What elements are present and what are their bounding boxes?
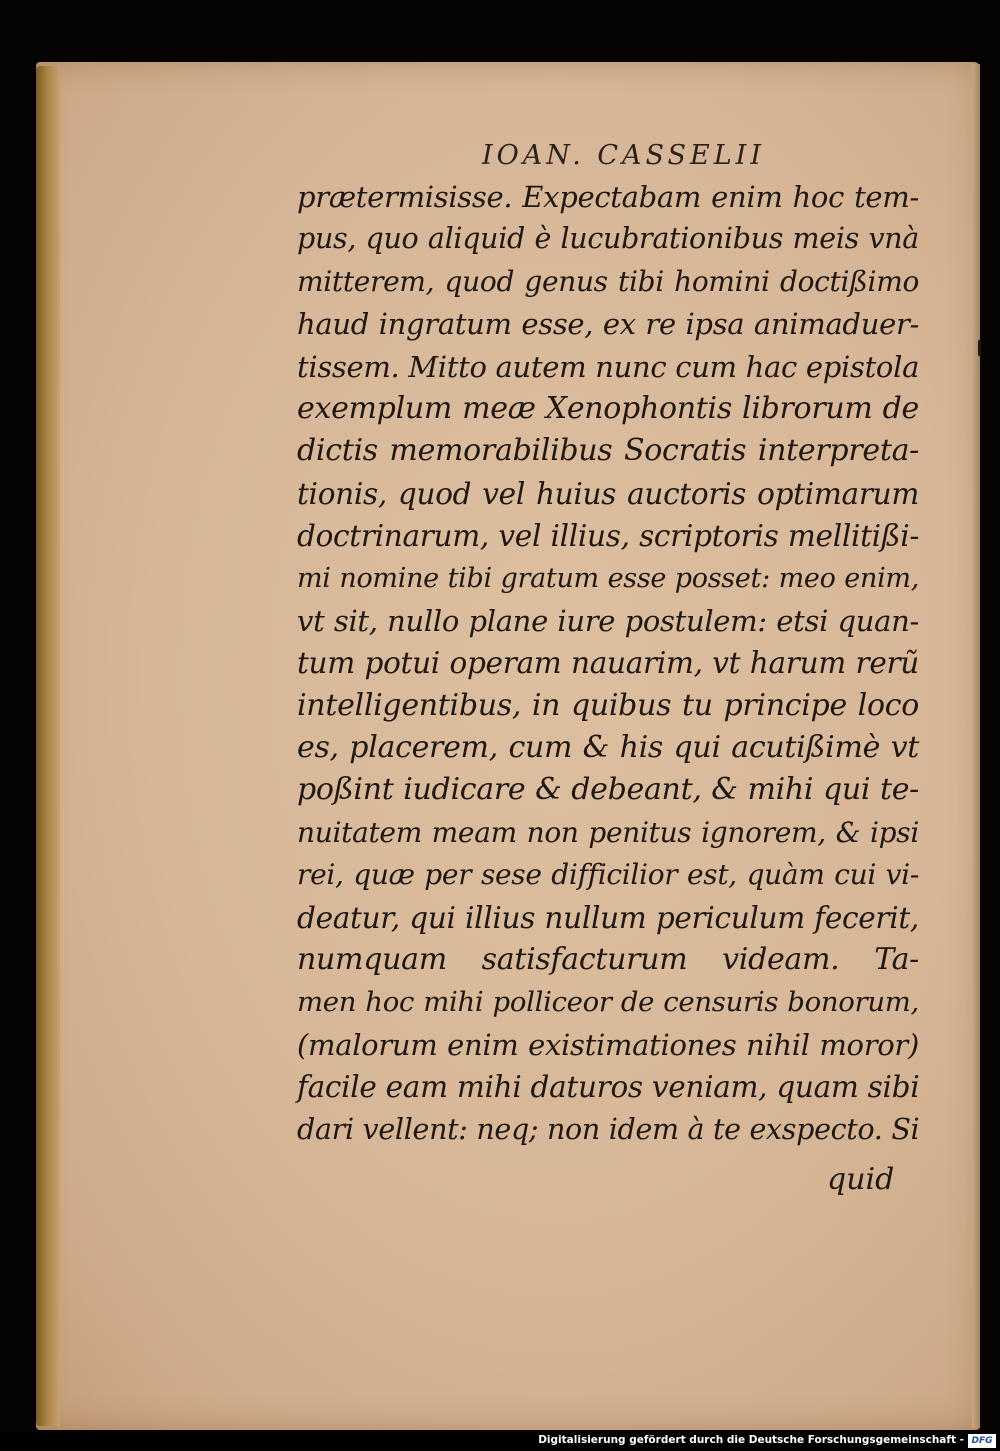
page-text [297, 176, 919, 1151]
text-line: prætermisisse. Expectabam enim hoc tem- [297, 180, 919, 214]
text-line: intelligentibus, in quibus tu principe loco [297, 687, 919, 723]
text-line: mitterem, quod genus tibi homini doctißimo [297, 264, 919, 298]
page-right-edge [972, 64, 980, 1428]
text-line: (malorum enim existimationes nihil moror) [297, 1027, 919, 1062]
text-line: men hoc mihi polliceor de censuris bonorum, [297, 986, 919, 1019]
text-line: mi nomine tibi gratum esse posset: meo enim, [297, 562, 919, 594]
text-line: numquam satisfacturum videam. Ta- [297, 942, 919, 978]
text-line: tionis, quod vel huius auctoris optimarum [297, 476, 919, 511]
funding-credit: Digitalisierung gefördert durch die Deutsche Forschungsgemeinschaft - [538, 1434, 964, 1446]
text-line: dari vellent: neq; non idem à te exspecto. Si [297, 1112, 920, 1146]
page-gilt-edge [36, 66, 60, 1426]
text-line: vt sit, nullo plane iure postulem: etsi quan- [297, 603, 919, 638]
text-line: poßint iudicare & debeant, & mihi qui te- [297, 772, 919, 808]
text-line: facile eam mihi daturos veniam, quam sibi [297, 1070, 920, 1105]
text-line: haud ingratum esse, ex re ipsa animaduer- [297, 307, 919, 342]
running-head: IOAN. CASSELII [482, 140, 766, 171]
text-line: nuitatem meam non penitus ignorem, & ipsi [297, 815, 919, 849]
margin-mark [978, 340, 981, 356]
text-line: doctrinarum, vel illius, scriptoris mellitißi- [297, 519, 919, 554]
text-line: rei, quæ per sese difficilior est, quàm cui vi- [297, 858, 919, 892]
text-line: exemplum meæ Xenophontis librorum de [297, 390, 919, 426]
catchword: quid [827, 1162, 895, 1197]
text-line: tissem. Mitto autem nunc cum hac epistola [297, 349, 920, 384]
dfg-logo: DFG [968, 1434, 996, 1448]
text-line: dictis memorabilibus Socratis interpreta- [297, 433, 919, 469]
text-line: es, placerem, cum & his qui acutißimè vt [297, 730, 919, 766]
text-line: deatur, qui illius nullum periculum fecerit, [297, 900, 919, 935]
text-line: pus, quo aliquid è lucubrationibus meis vnà [297, 222, 919, 256]
text-line: tum potui operam nauarim, vt harum rerũ [297, 646, 919, 681]
